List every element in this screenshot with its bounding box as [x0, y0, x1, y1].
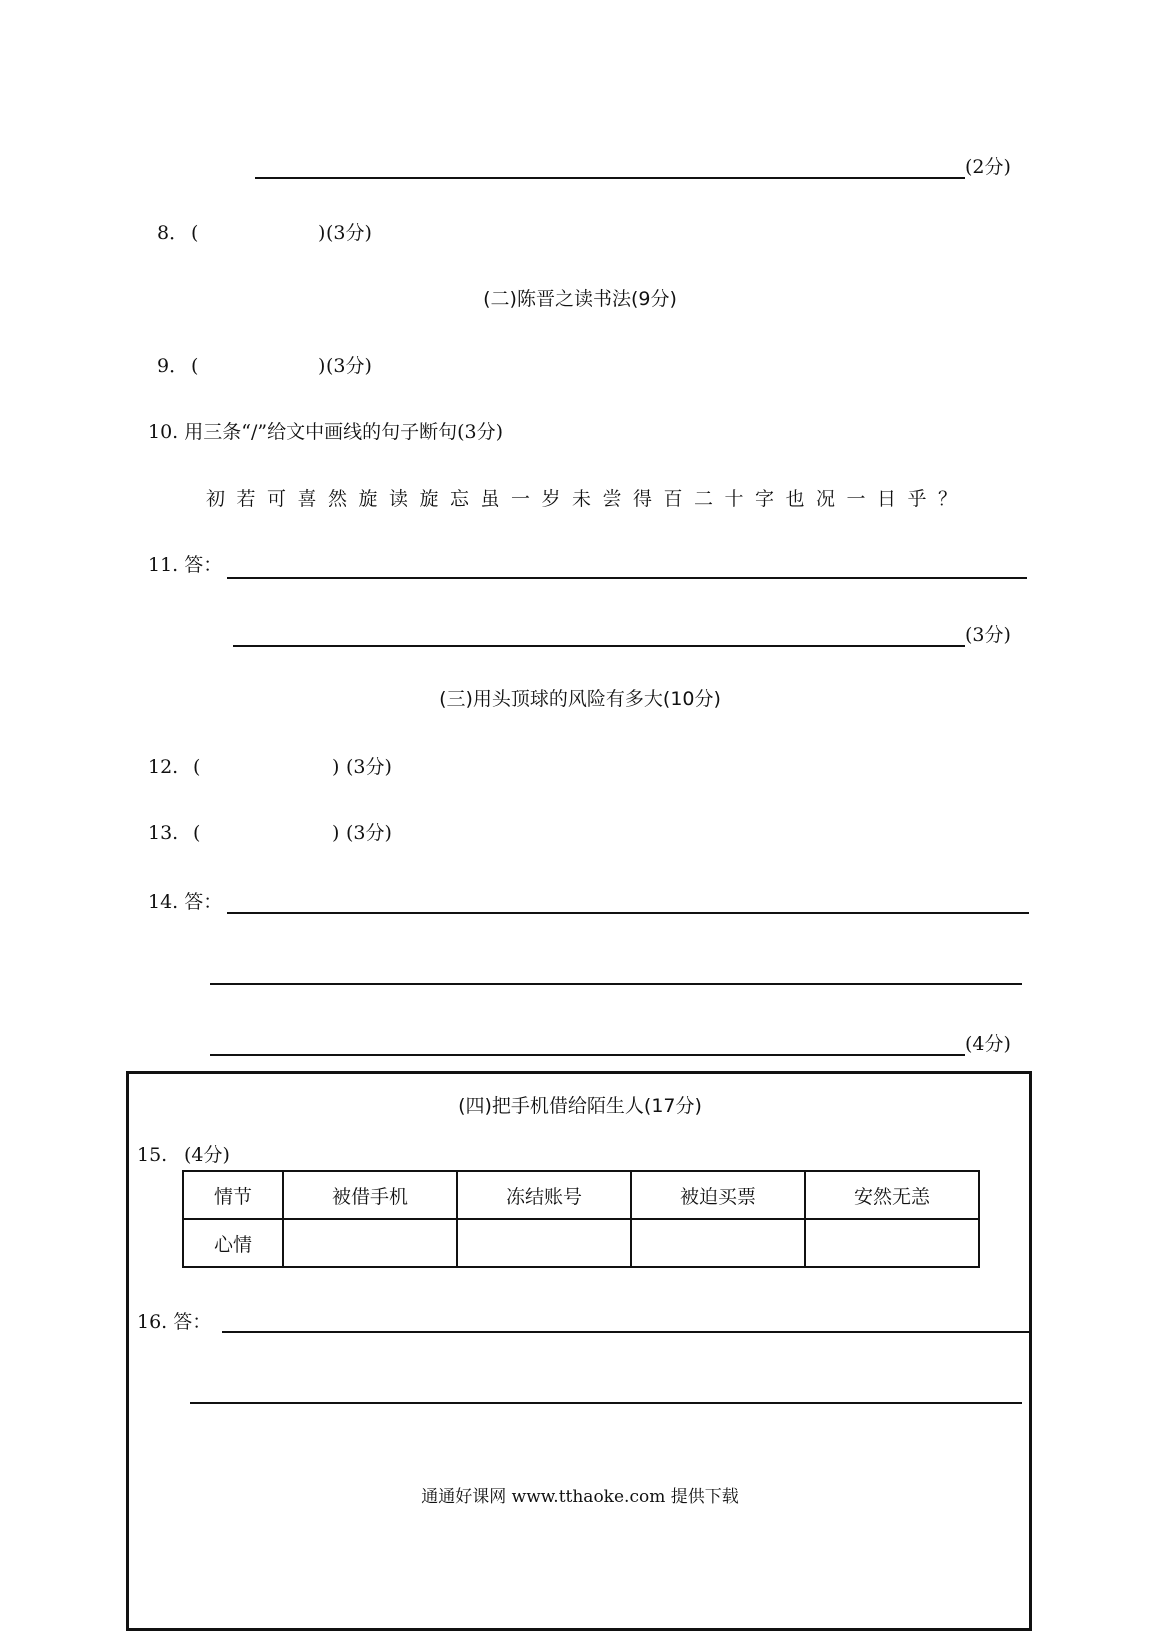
mood-cell-3[interactable]	[631, 1219, 805, 1267]
table-col-4: 安然无恙	[805, 1171, 979, 1219]
q14-answer-line-2[interactable]	[210, 983, 1022, 985]
section-2-title: (二)陈晋之读书法(9分)	[483, 288, 677, 310]
q11-score: (3分)	[965, 624, 1011, 646]
mood-cell-4[interactable]	[805, 1219, 979, 1267]
q15-score: (4分)	[184, 1144, 230, 1166]
q8-close-paren: )	[318, 222, 326, 244]
q13-open-paren: (	[193, 822, 201, 844]
q12-answer-blank[interactable]	[204, 754, 328, 780]
q13-close-paren: )	[332, 822, 340, 844]
q15-number: 15.	[137, 1144, 168, 1166]
q14-answer-line-3[interactable]	[210, 1054, 965, 1056]
section-4-box	[126, 1071, 1032, 1631]
q11-label: 11. 答：	[148, 554, 223, 576]
q9-number: 9．	[157, 355, 189, 377]
q8-open-paren: (	[191, 222, 199, 244]
table-header-plot: 情节	[183, 1171, 283, 1219]
q12-open-paren: (	[193, 756, 201, 778]
table-col-2: 冻结账号	[457, 1171, 631, 1219]
table-col-3: 被迫买票	[631, 1171, 805, 1219]
q16-label: 16. 答：	[137, 1311, 212, 1333]
q11-answer-line-1[interactable]	[227, 577, 1027, 579]
q9-answer-blank[interactable]	[200, 353, 315, 379]
q13-number: 13.	[148, 822, 179, 844]
q12-number: 12.	[148, 756, 179, 778]
q9-close-paren: )	[318, 355, 326, 377]
plot-mood-table	[182, 1170, 980, 1268]
section-3-title: (三)用头顶球的风险有多大(10分)	[439, 688, 721, 710]
q10-sentence: 初若可喜然旋读旋忘虽一岁未尝得百二十字也况一日乎？	[206, 488, 969, 510]
q14-label: 14. 答：	[148, 891, 223, 913]
q16-answer-line-2[interactable]	[190, 1402, 1022, 1404]
mood-cell-2[interactable]	[457, 1219, 631, 1267]
mood-cell-1[interactable]	[283, 1219, 457, 1267]
table-header-mood: 心情	[183, 1219, 283, 1267]
q13-answer-blank[interactable]	[204, 820, 328, 846]
q8-number: 8．	[157, 222, 189, 244]
q7-score: (2分)	[965, 156, 1011, 178]
q8-answer-blank[interactable]	[200, 220, 315, 246]
q12-close-paren: )	[332, 756, 340, 778]
q14-answer-line-1[interactable]	[227, 912, 1029, 914]
table-row-mood	[183, 1219, 979, 1267]
q12-score: (3分)	[346, 756, 392, 778]
q13-score: (3分)	[346, 822, 392, 844]
q7-answer-line[interactable]	[255, 177, 965, 179]
footer-text: 通通好课网 www.tthaoke.com 提供下载	[421, 1487, 739, 1507]
q9-open-paren: (	[191, 355, 199, 377]
table-row-plot	[183, 1171, 979, 1219]
q11-answer-line-2[interactable]	[233, 645, 965, 647]
q14-score: (4分)	[965, 1033, 1011, 1055]
table-col-1: 被借手机	[283, 1171, 457, 1219]
q10-instruction: 10. 用三条“/”给文中画线的句子断句(3分)	[148, 421, 503, 443]
q9-score: (3分)	[326, 355, 372, 377]
q8-score: (3分)	[326, 222, 372, 244]
section-4-title: (四)把手机借给陌生人(17分)	[458, 1095, 702, 1117]
q16-answer-line-1[interactable]	[222, 1331, 1029, 1333]
